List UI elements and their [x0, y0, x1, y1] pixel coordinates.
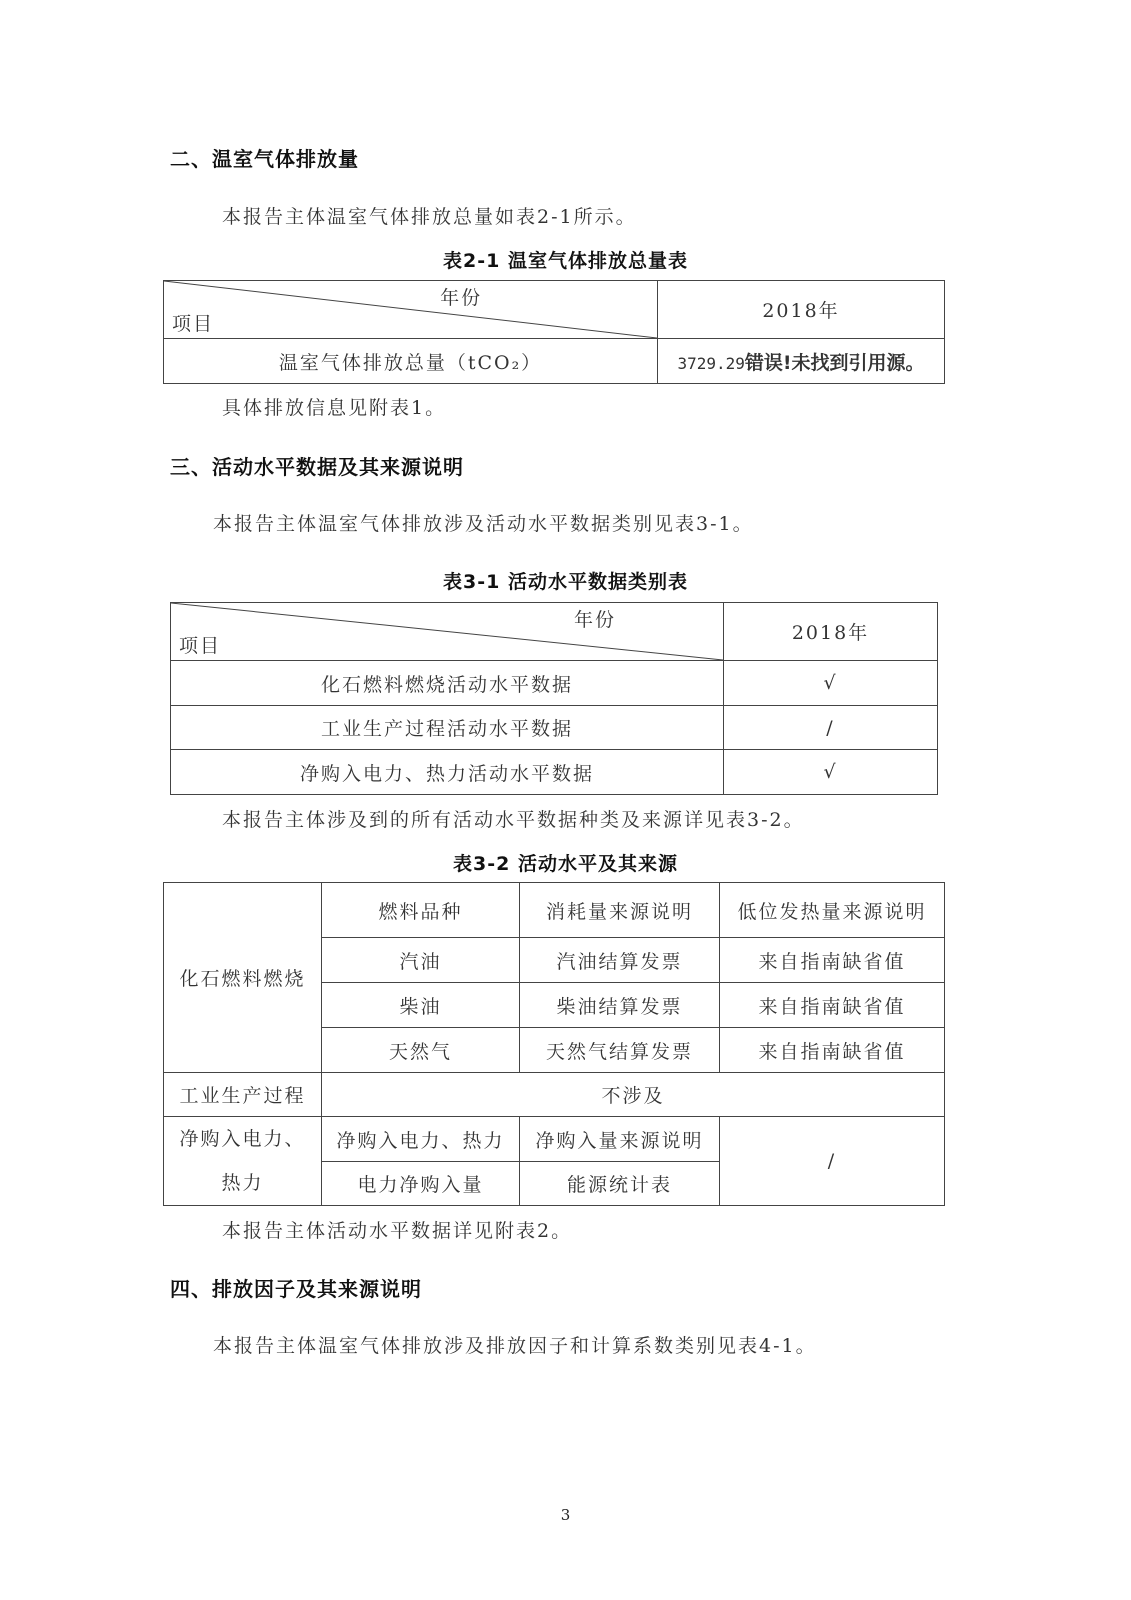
- header-year-label: 年份: [440, 287, 483, 309]
- diagonal-header-cell: [171, 603, 724, 661]
- header-2018: 2018年: [658, 281, 945, 339]
- row-label: 工业生产过程活动水平数据: [171, 706, 724, 750]
- category-electricity: [164, 1117, 322, 1206]
- electricity-source: 能源统计表: [520, 1162, 720, 1206]
- table-row: [164, 1073, 945, 1117]
- header-item-label: 项目: [179, 635, 222, 657]
- table-2-1: [163, 280, 945, 384]
- row-label: 净购入电力、热力活动水平数据: [171, 750, 724, 795]
- consumption-source: 柴油结算发票: [520, 983, 720, 1028]
- page-number: 3: [560, 1506, 571, 1524]
- section2-heading: 二、温室气体排放量: [170, 147, 359, 171]
- reference-error-text: 错误!未找到引用源。: [744, 351, 925, 374]
- header-electricity-heat: 净购入电力、热力: [322, 1117, 520, 1162]
- electricity-item: 电力净购入量: [322, 1162, 520, 1206]
- fuel-name: 汽油: [322, 938, 520, 983]
- header-2018: 2018年: [724, 603, 938, 661]
- header-consumption-source: 消耗量来源说明: [520, 883, 720, 938]
- row-label: 温室气体排放总量（tCO₂）: [164, 339, 658, 384]
- section3-between-note: 本报告主体涉及到的所有活动水平数据种类及来源详见表3-2。: [222, 809, 805, 831]
- diagonal-line: [164, 281, 657, 338]
- section3-after-note: 本报告主体活动水平数据详见附表2。: [222, 1220, 573, 1242]
- section2-intro: 本报告主体温室气体排放总量如表2-1所示。: [222, 206, 637, 228]
- diagonal-header-cell: [164, 281, 658, 339]
- consumption-source: 天然气结算发票: [520, 1028, 720, 1073]
- header-purchase-source: 净购入量来源说明: [520, 1117, 720, 1162]
- row-label: 化石燃料燃烧活动水平数据: [171, 661, 724, 706]
- category-industrial: 工业生产过程: [164, 1073, 322, 1117]
- section4-intro: 本报告主体温室气体排放涉及排放因子和计算系数类别见表4-1。: [213, 1335, 817, 1357]
- header-item-label: 项目: [172, 313, 215, 335]
- section4-heading: 四、排放因子及其来源说明: [170, 1277, 422, 1301]
- table-3-2: [163, 882, 945, 1206]
- section3-intro: 本报告主体温室气体排放涉及活动水平数据类别见表3-1。: [213, 513, 754, 535]
- ncv-source: 来自指南缺省值: [720, 983, 945, 1028]
- diagonal-line: [171, 603, 723, 660]
- electricity-right-value: /: [720, 1117, 945, 1206]
- category-electricity-line1: 净购入电力、: [179, 1128, 306, 1150]
- table-row: [171, 706, 938, 750]
- header-fuel-type: 燃料品种: [322, 883, 520, 938]
- industrial-value: 不涉及: [322, 1073, 945, 1117]
- fuel-name: 天然气: [322, 1028, 520, 1073]
- fuel-name: 柴油: [322, 983, 520, 1028]
- row-value: [658, 339, 945, 384]
- category-electricity-line2: 热力: [221, 1172, 264, 1194]
- table-3-2-caption: 表3-2 活动水平及其来源: [453, 853, 678, 875]
- header-year-label: 年份: [573, 609, 616, 631]
- row-value: √: [724, 661, 938, 706]
- row-value: √: [724, 750, 938, 795]
- row-value: /: [724, 706, 938, 750]
- table-row: [164, 1117, 945, 1162]
- emission-total-value: 3729.29: [677, 353, 745, 373]
- section2-note: 具体排放信息见附表1。: [222, 397, 447, 419]
- section3-heading: 三、活动水平数据及其来源说明: [170, 455, 464, 479]
- category-fossil: 化石燃料燃烧: [164, 883, 322, 1073]
- ncv-source: 来自指南缺省值: [720, 938, 945, 983]
- ncv-source: 来自指南缺省值: [720, 1028, 945, 1073]
- header-ncv-source: 低位发热量来源说明: [720, 883, 945, 938]
- table-row: [171, 750, 938, 795]
- consumption-source: 汽油结算发票: [520, 938, 720, 983]
- table-2-1-caption: 表2-1 温室气体排放总量表: [443, 250, 688, 272]
- table-3-1: [170, 602, 938, 795]
- table-3-1-caption: 表3-1 活动水平数据类别表: [443, 571, 688, 593]
- table-row: [171, 661, 938, 706]
